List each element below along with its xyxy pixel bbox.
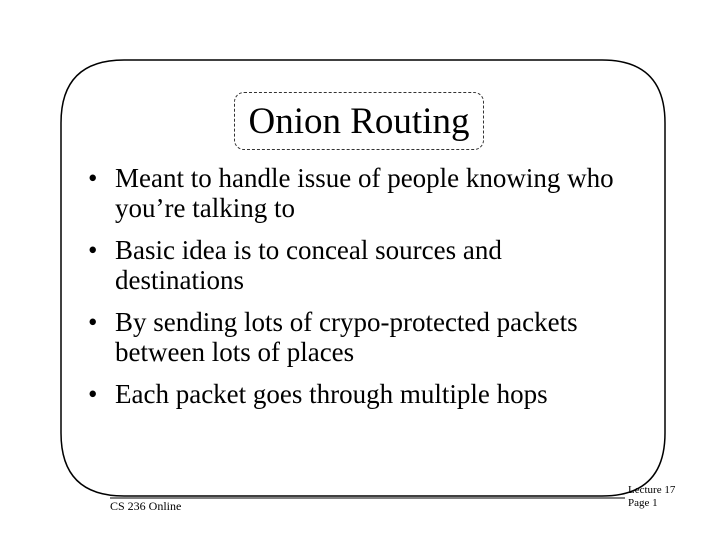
bullet-text: Meant to handle issue of people knowing who you’re talking to <box>115 163 614 223</box>
bullet-item <box>88 163 628 223</box>
bullet-icon: • <box>88 163 98 193</box>
bullet-text: Each packet goes through multiple hops <box>115 379 548 409</box>
bullet-item <box>88 235 628 295</box>
bullet-icon: • <box>88 235 98 265</box>
bullet-item <box>88 307 628 367</box>
footer-page-info <box>628 484 675 510</box>
bullet-text: Basic idea is to conceal sources and destinations <box>115 235 502 295</box>
bullet-text: By sending lots of crypo-protected packets between lots of places <box>115 307 578 367</box>
footer-page-number: Page 1 <box>628 497 658 509</box>
bullet-list <box>88 163 628 421</box>
bullet-icon: • <box>88 307 98 337</box>
bullet-icon: • <box>88 379 98 409</box>
footer-course: CS 236 Online <box>110 499 182 513</box>
title-box <box>234 92 484 150</box>
footer-lecture: Lecture 17 <box>628 484 676 496</box>
slide-title: Onion Routing <box>248 100 470 142</box>
bullet-item <box>88 379 628 409</box>
